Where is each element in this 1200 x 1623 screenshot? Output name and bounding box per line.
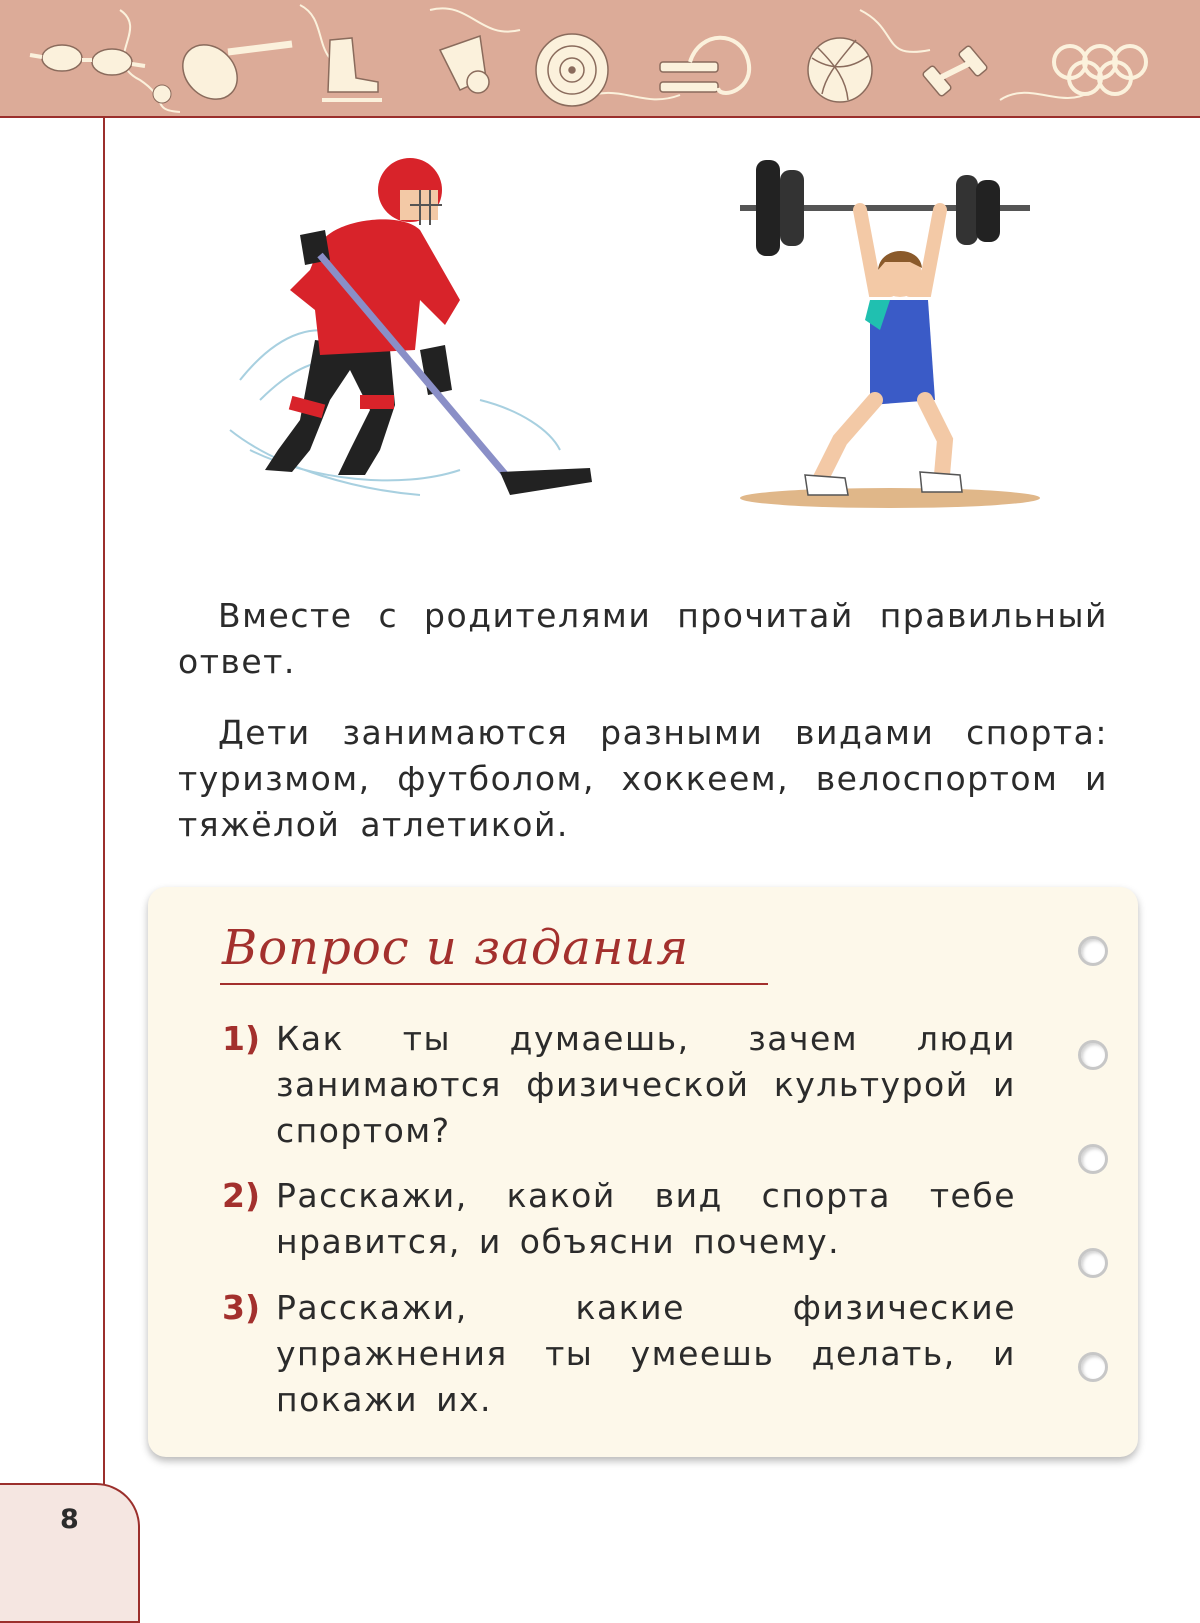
header-band bbox=[0, 0, 1200, 118]
dumbbells-icon bbox=[922, 45, 988, 97]
jump-rope-icon bbox=[660, 38, 749, 93]
page-number: 8 bbox=[60, 1504, 79, 1535]
sport-icons-strip bbox=[0, 0, 1200, 116]
binder-ring-icon bbox=[1078, 1248, 1108, 1278]
hockey-player-illustration bbox=[220, 150, 620, 520]
binder-ring-icon bbox=[1078, 936, 1108, 966]
task-text: Как ты думаешь, зачем люди занимаются физической культурой и спортом? bbox=[276, 1019, 1016, 1150]
questions-title-underline bbox=[220, 983, 768, 985]
shuttlecock-icon bbox=[440, 36, 489, 93]
reading-paragraph-1: Вместе с родителями прочитай правильный ответ. bbox=[178, 596, 1108, 681]
dartboard-icon bbox=[536, 34, 608, 106]
tennis-racket-icon bbox=[153, 34, 292, 110]
task-number: 2) bbox=[222, 1176, 261, 1215]
binder-ring-icon bbox=[1078, 1144, 1108, 1174]
swim-goggles-icon bbox=[30, 45, 145, 75]
ice-skate-icon bbox=[322, 38, 382, 100]
task-number: 3) bbox=[222, 1288, 261, 1327]
weightlifter-illustration bbox=[720, 150, 1050, 520]
task-text: Расскажи, какой вид спорта тебе нравится, и объясни почему. bbox=[276, 1176, 1016, 1261]
olympic-rings-icon bbox=[1054, 46, 1146, 94]
task-number: 1) bbox=[222, 1019, 261, 1058]
binder-ring-icon bbox=[1078, 1352, 1108, 1382]
binder-ring-icon bbox=[1078, 1040, 1108, 1070]
task-text: Расскажи, какие физические упражнения ты умеешь делать, и покажи их. bbox=[276, 1288, 1016, 1419]
reading-paragraph-2: Дети занимаются разными видами спорта: туризмом, футболом, хоккеем, велоспортом и тяжёлой атлетикой. bbox=[178, 713, 1108, 844]
questions-title: Вопрос и задания bbox=[222, 920, 690, 976]
page-margin-line bbox=[103, 118, 105, 1484]
volleyball-icon bbox=[808, 38, 872, 102]
